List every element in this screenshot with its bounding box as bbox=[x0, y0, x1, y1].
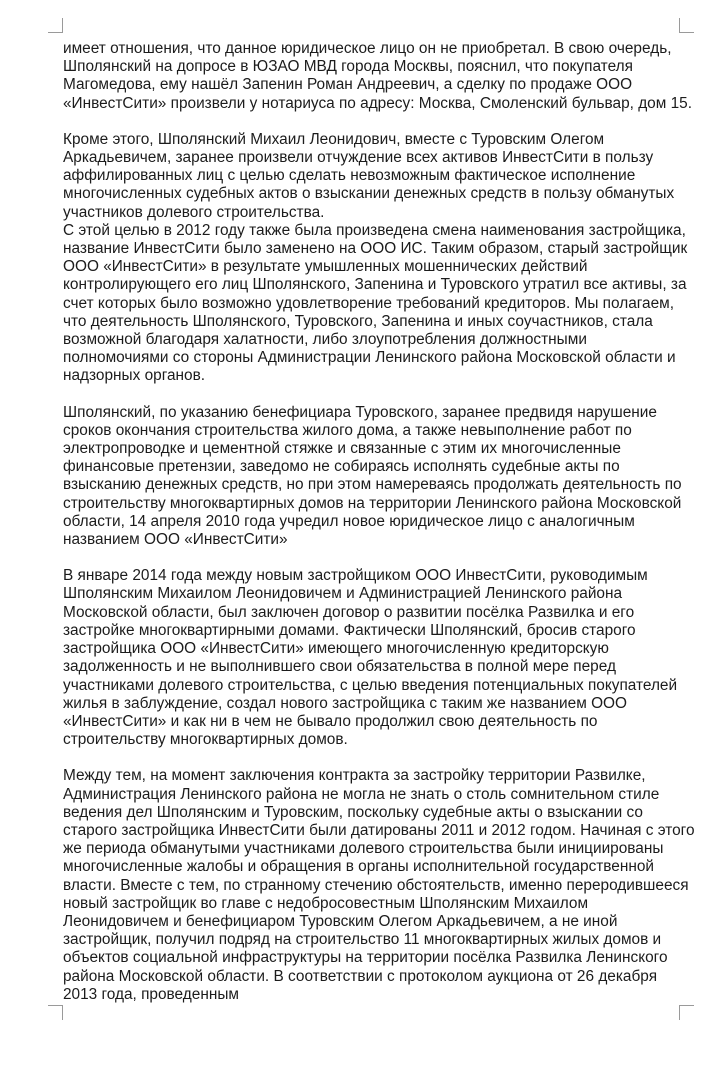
paragraph: Кроме этого, Шполянский Михаил Леонидович, вместе с Туровским Олегом Аркадьевичем, заранее произвели отчуждение всех активов ИнвестСити в пользу аффилированных лиц с целью сделать невозможным фактическое исполнение многочисленных судебных актов о взыскании денежных средств в пользу обманутых участников долевого строительства. bbox=[63, 130, 675, 221]
page-corner-mark-bottom-left bbox=[48, 1005, 63, 1020]
page-corner-mark-top-right bbox=[679, 18, 694, 33]
paragraph: Между тем, на момент заключения контракта за застройку территории Развилке, Администрация Ленинского района не могла не знать о столь сомнительном стиле ведения дел Шполянским и Туровским, поскольку судебные акты о взыскании со старого застройщика ИнвестСити были датированы 2011 и 2012 годом. Начиная с этого же периода обманутыми участниками долевого строительства были инициированы многочисленные жалобы и обращения в органы исполнительной государственной власти. Вместе с тем, по странному стечению обстоятельств, именно переродившееся новый застройщик во главе с недобросовестным Шполянским Михаилом Леонидовичем и бенефициаром Туровским Олегом Аркадьевичем, а не иной застройщик, получил подряд на строительство 11 многоквартирных жилых домов и объектов социальной инфраструктуры на территории посёлка Развилка Ленинского района Московской области. В соответствии с протоколом аукциона от 26 декабря 2013 года, проведенным bbox=[63, 767, 695, 1003]
paragraph-gap bbox=[63, 386, 695, 404]
page-corner-mark-top-left bbox=[48, 18, 63, 33]
document-body bbox=[63, 40, 695, 1004]
paragraph: В январе 2014 года между новым застройщиком ООО ИнвестСити, руководимым Шполянским Михаилом Леонидовичем и Администрацией Ленинского района Московской области, был заключен договор о развитии посёлка Развилка и его застройке многоквартирными домами. Фактически Шполянский, бросив старого застройщика ООО «ИнвестСити» имеющего многочисленную кредиторскую задолженность и не выполнившего свои обязательства в полной мере перед участниками долевого строительства, с целью введения потенциальных покупателей жилья в заблуждение, создал нового застройщика с таким же названием ООО «ИнвестСити» и как ни в чем не бывало продолжил свою деятельность по строительству многоквартирных домов. bbox=[63, 567, 678, 749]
paragraph-gap bbox=[63, 113, 695, 131]
paragraph: имеет отношения, что данное юридическое лицо он не приобретал. В свою очередь, Шполянский на допросе в ЮЗАО МВД города Москвы, пояснил, что покупателя Магомедова, ему нашёл Запенин Роман Андреевич, а сделку по продаже ООО «ИнвестСити» произвели у нотариуса по адресу: Москва, Смоленский бульвар, дом 15. bbox=[63, 40, 692, 112]
paragraph-gap bbox=[63, 749, 695, 767]
paragraph: С этой целью в 2012 году также была произведена смена наименования застройщика, название ИнвестСити было заменено на ООО ИС. Таким образом, старый застройщик ООО «ИнвестСити» в результате умышленных мошеннических действий контролирующего его лиц Шполянского, Запенина и Туровского утратил все активы, за счет которых было возможно удовлетворение требований кредиторов. Мы полагаем, что деятельность Шполянского, Туровского, Запенина и иных соучастников, стала возможной благодаря халатности, либо злоупотребления должностными полномочиями со стороны Администрации Ленинского района Московской области и надзорных органов. bbox=[63, 221, 688, 385]
paragraph: Шполянский, по указанию бенефициара Туровского, заранее предвидя нарушение сроков окончания строительства жилого дома, а также невыполнение работ по электропроводке и цементной стяжке и связанные с этим их многочисленные финансовые претензии, заведомо не собираясь исполнять судебные акты по взысканию денежных средств, но при этом намереваясь продолжать деятельность по строительству многоквартирных домов на территории Ленинского района Московской области, 14 апреля 2010 года учредил новое юридическое лицо с аналогичным названием ООО «ИнвестСити» bbox=[63, 403, 682, 549]
paragraph-gap bbox=[63, 549, 695, 567]
page-corner-mark-bottom-right bbox=[679, 1005, 694, 1020]
